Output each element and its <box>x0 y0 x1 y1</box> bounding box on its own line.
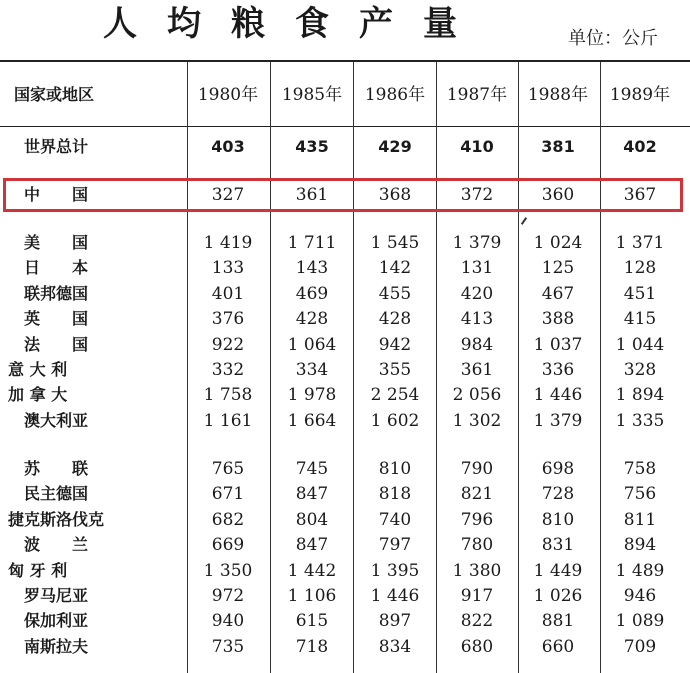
top-rule <box>0 60 690 62</box>
row-value: 376 <box>211 309 245 330</box>
row-value: 728 <box>541 484 575 505</box>
row-value: 2 254 <box>370 385 420 406</box>
unit-label: 单位：公斤 <box>568 28 658 49</box>
row-value: 831 <box>541 535 575 556</box>
header-year: 1989年 <box>609 85 671 105</box>
row-value: 1 449 <box>533 560 583 581</box>
row-value: 360 <box>541 185 575 205</box>
row-value: 758 <box>623 459 657 479</box>
row-name: 中 国 <box>24 185 89 204</box>
row-value: 834 <box>378 636 412 657</box>
row-value: 1 037 <box>533 334 583 355</box>
header-year: 1985年 <box>281 85 343 105</box>
row-name: 美 国 <box>24 233 89 252</box>
row-value: 894 <box>623 535 657 556</box>
row-value: 1 379 <box>533 410 583 431</box>
header-year: 1988年 <box>527 85 589 105</box>
row-value: 2 056 <box>452 385 502 406</box>
row-name: 保加利亚 <box>24 611 89 631</box>
row-value: 327 <box>211 185 245 205</box>
row-value: 402 <box>623 137 657 156</box>
row-value: 821 <box>460 484 494 505</box>
row-value: 1 379 <box>452 233 502 253</box>
row-value: 796 <box>460 509 494 530</box>
row-name: 联邦德国 <box>24 283 89 303</box>
row-value: 131 <box>460 258 494 279</box>
row-value: 682 <box>211 509 245 530</box>
row-value: 942 <box>378 334 412 355</box>
row-value: 765 <box>211 459 245 479</box>
row-value: 428 <box>295 309 329 330</box>
row-value: 1 978 <box>287 385 337 406</box>
row-value: 1 064 <box>287 334 337 355</box>
row-value: 671 <box>211 484 245 505</box>
row-value: 413 <box>460 309 494 330</box>
row-value: 368 <box>378 185 412 205</box>
row-value: 1 711 <box>287 233 337 253</box>
row-value: 142 <box>378 258 412 279</box>
row-value: 810 <box>378 459 412 479</box>
row-value: 660 <box>541 636 575 657</box>
row-value: 790 <box>460 459 494 479</box>
header-region: 国家或地区 <box>14 85 95 104</box>
header-year: 1986年 <box>364 85 426 105</box>
header-year: 1987年 <box>446 85 508 105</box>
row-value: 780 <box>460 535 494 556</box>
row-value: 1 894 <box>615 385 665 406</box>
row-name: 罗马尼亚 <box>24 586 89 605</box>
row-value: 1 106 <box>287 586 337 606</box>
row-value: 467 <box>541 283 575 304</box>
row-value: 615 <box>295 611 329 632</box>
row-value: 847 <box>295 535 329 556</box>
row-value: 1 350 <box>203 560 253 581</box>
row-value: 740 <box>378 509 412 530</box>
row-value: 698 <box>541 459 575 479</box>
row-value: 818 <box>378 484 412 505</box>
row-name: 南斯拉夫 <box>24 636 89 656</box>
row-value: 367 <box>623 185 657 205</box>
row-name: 日 本 <box>24 258 89 278</box>
row-name: 加 拿 大 <box>8 385 68 405</box>
row-name: 世界总计 <box>24 137 89 156</box>
row-value: 745 <box>295 459 329 479</box>
row-value: 388 <box>541 309 575 330</box>
row-value: 1 446 <box>533 385 583 406</box>
row-name: 意 大 利 <box>8 360 68 379</box>
row-value: 680 <box>460 636 494 657</box>
row-value: 1 089 <box>615 611 665 632</box>
row-value: 469 <box>295 283 329 304</box>
row-value: 709 <box>623 636 657 657</box>
row-value: 451 <box>623 283 657 304</box>
row-name: 澳大利亚 <box>24 410 89 430</box>
row-value: 881 <box>541 611 575 632</box>
row-value: 897 <box>378 611 412 632</box>
header-year: 1980年 <box>197 85 259 105</box>
row-value: 922 <box>211 334 245 355</box>
row-value: 718 <box>295 636 329 657</box>
row-name: 波 兰 <box>24 535 89 555</box>
row-value: 1 664 <box>287 410 337 431</box>
row-value: 1 758 <box>203 385 253 406</box>
row-name: 捷克斯洛伐克 <box>8 509 105 529</box>
row-value: 128 <box>623 258 657 279</box>
row-value: 1 044 <box>615 334 665 355</box>
row-value: 940 <box>211 611 245 632</box>
row-value: 1 371 <box>615 233 665 253</box>
row-value: 1 335 <box>615 410 665 431</box>
row-value: 756 <box>623 484 657 505</box>
row-value: 361 <box>295 185 329 205</box>
table-title: 人均粮食产量 <box>103 4 487 44</box>
row-value: 917 <box>460 586 494 606</box>
row-value: 847 <box>295 484 329 505</box>
row-value: 435 <box>295 137 329 156</box>
row-value: 334 <box>295 360 329 380</box>
row-value: 804 <box>295 509 329 530</box>
row-value: 361 <box>460 360 494 380</box>
row-value: 125 <box>541 258 575 279</box>
row-value: 455 <box>378 283 412 304</box>
row-value: 410 <box>460 137 494 156</box>
row-value: 328 <box>623 360 657 380</box>
row-value: 428 <box>378 309 412 330</box>
row-value: 1 489 <box>615 560 665 581</box>
row-value: 811 <box>623 509 657 530</box>
row-value: 143 <box>295 258 329 279</box>
row-value: 1 380 <box>452 560 502 581</box>
row-name: 法 国 <box>24 334 89 354</box>
row-name: 英 国 <box>24 309 89 329</box>
row-value: 372 <box>460 185 494 205</box>
row-value: 946 <box>623 586 657 606</box>
row-value: 797 <box>378 535 412 556</box>
row-value: 401 <box>211 283 245 304</box>
row-value: 1 419 <box>203 233 253 253</box>
row-value: 1 024 <box>533 233 583 253</box>
row-name: 苏 联 <box>24 459 89 478</box>
row-value: 403 <box>211 137 245 156</box>
row-value: 1 026 <box>533 586 583 606</box>
row-value: 332 <box>211 360 245 380</box>
row-value: 1 602 <box>370 410 420 431</box>
row-value: 1 161 <box>203 410 253 431</box>
stray-mark <box>521 217 527 225</box>
row-value: 1 446 <box>370 586 420 606</box>
row-name: 民主德国 <box>24 484 89 504</box>
row-value: 381 <box>541 137 575 156</box>
row-value: 669 <box>211 535 245 556</box>
row-value: 822 <box>460 611 494 632</box>
row-value: 972 <box>211 586 245 606</box>
row-value: 1 442 <box>287 560 337 581</box>
row-value: 415 <box>623 309 657 330</box>
row-value: 355 <box>378 360 412 380</box>
row-name: 匈 牙 利 <box>8 560 68 580</box>
header-rule <box>0 126 690 127</box>
row-value: 1 395 <box>370 560 420 581</box>
row-value: 810 <box>541 509 575 530</box>
row-value: 735 <box>211 636 245 657</box>
row-value: 429 <box>378 137 412 156</box>
row-value: 1 302 <box>452 410 502 431</box>
row-value: 336 <box>541 360 575 380</box>
row-value: 133 <box>211 258 245 279</box>
row-value: 984 <box>460 334 494 355</box>
row-value: 1 545 <box>370 233 420 253</box>
row-value: 420 <box>460 283 494 304</box>
